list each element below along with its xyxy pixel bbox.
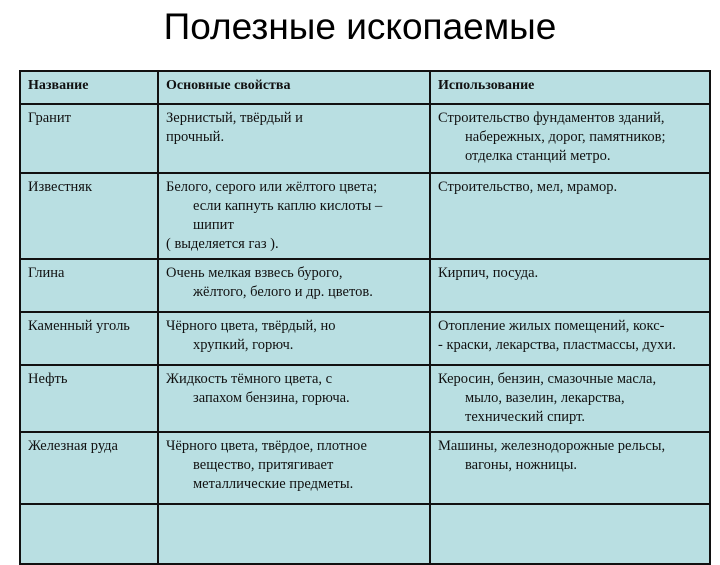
cell-name: Нефть bbox=[20, 365, 158, 432]
cell-name: Гранит bbox=[20, 104, 158, 173]
table-row bbox=[20, 173, 710, 259]
line: Зернистый, твёрдый и bbox=[166, 110, 303, 126]
cell-properties bbox=[158, 312, 430, 365]
line: Строительство, мел, мрамор. bbox=[438, 179, 618, 195]
line: Строительство фундаментов зданий, bbox=[438, 110, 665, 126]
cell-usage bbox=[430, 365, 710, 432]
empty-cell bbox=[20, 504, 158, 564]
line: вещество, притягивает bbox=[193, 457, 334, 473]
cell-usage bbox=[430, 104, 710, 173]
line: Чёрного цвета, твёрдый, но bbox=[166, 318, 336, 334]
line: ( выделяется газ ). bbox=[166, 236, 279, 252]
cell-name: Известняк bbox=[20, 173, 158, 259]
table-row bbox=[20, 365, 710, 432]
line: если капнуть каплю кислоты – bbox=[193, 198, 383, 214]
line: мыло, вазелин, лекарства, bbox=[465, 390, 625, 406]
cell-usage bbox=[430, 259, 710, 312]
line: - краски, лекарства, пластмассы, духи. bbox=[438, 337, 676, 353]
cell-properties bbox=[158, 173, 430, 259]
header-name: Название bbox=[20, 71, 158, 104]
slide-title: Полезные ископаемые bbox=[163, 6, 557, 47]
line: прочный. bbox=[166, 129, 225, 145]
line: отделка станций метро. bbox=[465, 148, 611, 164]
line: запахом бензина, горюча. bbox=[193, 390, 350, 406]
line: Чёрного цвета, твёрдое, плотное bbox=[166, 438, 367, 454]
cell-usage bbox=[430, 173, 710, 259]
line: хрупкий, горюч. bbox=[193, 337, 294, 353]
header-usage: Использование bbox=[430, 71, 710, 104]
cell-name: Железная руда bbox=[20, 432, 158, 504]
minerals-table bbox=[19, 70, 711, 565]
table-row bbox=[20, 259, 710, 312]
cell-name: Глина bbox=[20, 259, 158, 312]
line: вагоны, ножницы. bbox=[465, 457, 577, 473]
line: Очень мелкая взвесь бурого, bbox=[166, 265, 343, 281]
line: металлические предметы. bbox=[193, 476, 354, 492]
line: шипит bbox=[193, 217, 234, 233]
table-row bbox=[20, 312, 710, 365]
empty-cell bbox=[430, 504, 710, 564]
cell-properties bbox=[158, 365, 430, 432]
empty-row bbox=[20, 504, 710, 564]
line: Машины, железнодорожные рельсы, bbox=[438, 438, 666, 454]
cell-properties bbox=[158, 259, 430, 312]
empty-cell bbox=[158, 504, 430, 564]
cell-properties bbox=[158, 432, 430, 504]
line: Жидкость тёмного цвета, с bbox=[166, 371, 333, 387]
line: Отопление жилых помещений, кокс- bbox=[438, 318, 665, 334]
line: жёлтого, белого и др. цветов. bbox=[193, 284, 373, 300]
line: Белого, серого или жёлтого цвета; bbox=[166, 179, 378, 195]
cell-properties bbox=[158, 104, 430, 173]
table-row bbox=[20, 432, 710, 504]
header-row bbox=[20, 71, 710, 104]
cell-usage bbox=[430, 432, 710, 504]
line: Кирпич, посуда. bbox=[438, 265, 539, 281]
cell-name: Каменный уголь bbox=[20, 312, 158, 365]
line: набережных, дорог, памятников; bbox=[465, 129, 666, 145]
line: Керосин, бензин, смазочные масла, bbox=[438, 371, 657, 387]
cell-usage bbox=[430, 312, 710, 365]
line: технический спирт. bbox=[465, 409, 585, 425]
table-row bbox=[20, 104, 710, 173]
header-properties: Основные свойства bbox=[158, 71, 430, 104]
